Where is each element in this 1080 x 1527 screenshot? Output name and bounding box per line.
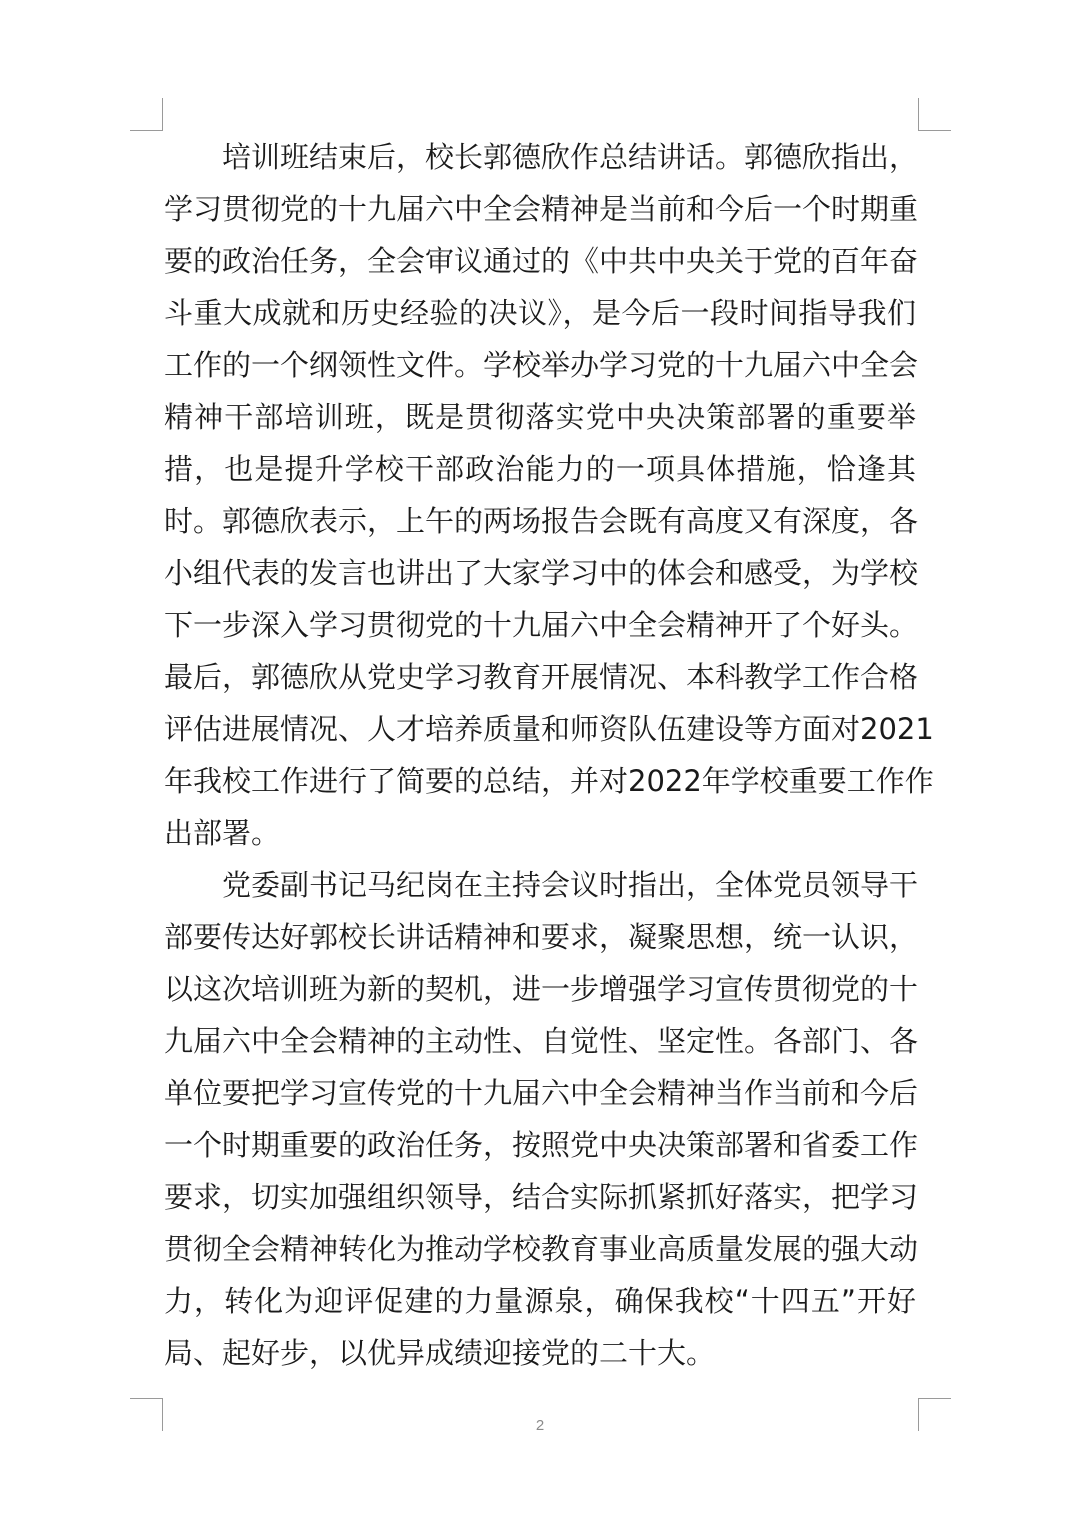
paragraph-line: 精神干部培训班，既是贯彻落实党中央决策部署的重要举 — [164, 400, 916, 434]
paragraph-line: 工作的一个纲领性文件。学校举办学习党的十九届六中全会 — [164, 348, 919, 382]
paragraph-line: 要的政治任务，全会审议通过的《中共中央关于党的百年奋 — [164, 244, 919, 278]
paragraph-line: 下一步深入学习贯彻党的十九届六中全会精神开了个好头。 — [164, 608, 919, 642]
paragraph-line: 评估进展情况、人才培养质量和师资队伍建设等方面对2021 — [164, 712, 934, 746]
paragraph-line: 学习贯彻党的十九届六中全会精神是当前和今后一个时期重 — [164, 192, 919, 226]
paragraph-line: 贯彻全会精神转化为推动学校教育事业高质量发展的强大动 — [164, 1232, 919, 1266]
body-text — [164, 131, 934, 1379]
paragraph-line: 九届六中全会精神的主动性、自觉性、坚定性。各部门、各 — [164, 1024, 919, 1058]
paragraph-line: 培训班结束后，校长郭德欣作总结讲话。郭德欣指出， — [222, 140, 919, 174]
paragraph-line: 最后，郭德欣从党史学习教育开展情况、本科教学工作合格 — [164, 660, 919, 694]
paragraph-line: 时。郭德欣表示，上午的两场报告会既有高度又有深度，各 — [164, 504, 919, 538]
paragraph-line: 局、起好步，以优异成绩迎接党的二十大。 — [164, 1336, 716, 1370]
page-number: 2 — [535, 1417, 545, 1434]
margin-corner-bottom-right — [918, 1398, 951, 1431]
paragraph-1 — [164, 131, 934, 859]
margin-corner-bottom-left — [130, 1398, 163, 1431]
paragraph-line: 斗重大成就和历史经验的决议》，是今后一段时间指导我们 — [164, 296, 916, 330]
margin-corner-top-right — [918, 98, 951, 131]
paragraph-line: 力，转化为迎评促建的力量源泉，确保我校“十四五”开好 — [164, 1284, 916, 1318]
paragraph-line: 小组代表的发言也讲出了大家学习中的体会和感受，为学校 — [164, 556, 919, 590]
paragraph-line: 部要传达好郭校长讲话精神和要求，凝聚思想，统一认识， — [164, 920, 919, 954]
paragraph-line: 出部署。 — [164, 816, 281, 850]
paragraph-line: 一个时期重要的政治任务，按照党中央决策部署和省委工作 — [164, 1128, 919, 1162]
paragraph-2 — [164, 859, 919, 1379]
paragraph-line: 单位要把学习宣传党的十九届六中全会精神当作当前和今后 — [164, 1076, 919, 1110]
paragraph-line: 措，也是提升学校干部政治能力的一项具体措施，恰逢其 — [164, 452, 916, 486]
paragraph-line: 年我校工作进行了简要的总结，并对2022年学校重要工作作 — [164, 764, 934, 798]
margin-corner-top-left — [130, 98, 163, 131]
paragraph-line: 要求，切实加强组织领导，结合实际抓紧抓好落实，把学习 — [164, 1180, 919, 1214]
paragraph-line: 以这次培训班为新的契机，进一步增强学习宣传贯彻党的十 — [164, 972, 919, 1006]
paragraph-line: 党委副书记马纪岗在主持会议时指出，全体党员领导干 — [222, 868, 919, 902]
